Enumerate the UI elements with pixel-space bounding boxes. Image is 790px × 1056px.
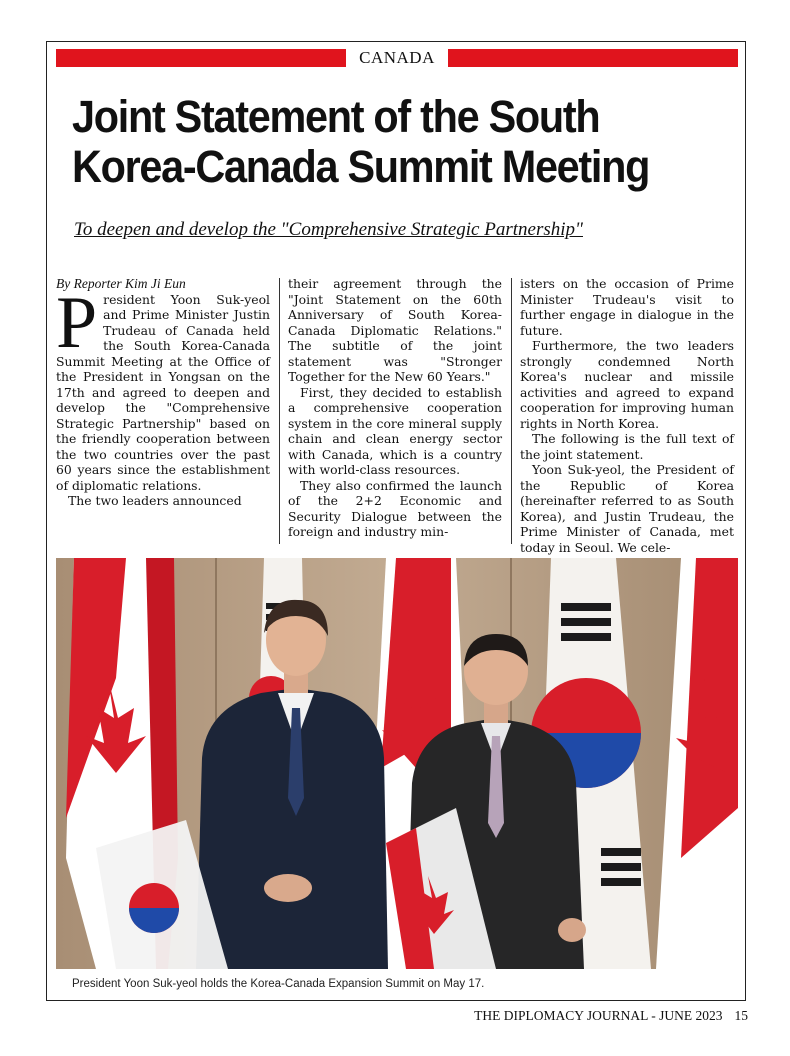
summit-photo-illustration [56,558,738,969]
paragraph-6: The following is the full text of the joint statement. [520,431,734,462]
paragraph-2-cont: their agreement through the "Joint Statement on the 60th Anniversary of South Korea-Canada Diplomatic Relations." The subtitle of the joint statement was "Stronger Together for the New 60 Years." [288,276,502,384]
paragraph-4-start: They also confirmed the launch of the 2+2 Economic and Security Dialogue between the foreign and industry min- [288,477,502,539]
publication-name: THE DIPLOMACY JOURNAL - JUNE 2023 [474,1008,723,1023]
photo-caption: President Yoon Suk-yeol holds the Korea-Canada Expansion Summit on May 17. [72,978,485,990]
section-bar-right [448,49,738,67]
drop-cap: P [56,281,98,364]
headline-line-1: Joint Statement of the South [72,91,600,142]
column-divider [511,278,512,544]
article-headline [72,92,698,192]
page-footer [474,1008,748,1024]
article-column-3 [520,276,734,555]
paragraph-5: Furthermore, the two leaders strongly condemned North Korea's nuclear and missile activities and agreed to expand cooperation for improving human rights in North Korea. [520,338,734,431]
section-banner [56,49,738,67]
page-number: 15 [734,1008,748,1023]
section-label: CANADA [359,48,435,67]
article-column-2 [288,276,502,540]
headline-line-2: Korea-Canada Summit Meeting [72,141,650,192]
article-column-1 [56,276,270,509]
article-subtitle: To deepen and develop the "Comprehensive Strategic Partnership" [74,219,583,240]
paragraph-3: First, they decided to establish a comprehensive cooperation system in the core mineral supply chain and clean energy sector with Canada, which is a country with world-class resources. [288,384,502,477]
section-bar-left [56,49,346,67]
paragraph-1-text: resident Yoon Suk-yeol and Prime Minister Justin Trudeau of Canada held the South Korea-Canada Summit Meeting at the Office of the President in Yongsan on the 17th and agreed to deepen and develop the "Comprehensive Strategic Partnership" based on the friendly cooperation between the two countries over the past 60 years since the establishment of diplomatic relations. [56,291,270,493]
column-divider [279,278,280,544]
byline: By Reporter Kim Ji Eun [56,276,186,291]
paragraph-7: Yoon Suk-yeol, the President of the Republic of Korea (hereinafter referred to as South Korea), and Justin Trudeau, the Prime Minister of Canada, met today in Seoul. We cele- [520,462,734,555]
paragraph-4-cont: isters on the occasion of Prime Minister Trudeau's visit to further engage in dialogue in the future. [520,276,734,338]
summit-photo [56,558,738,969]
paragraph-2-start: The two leaders announced [68,493,242,508]
